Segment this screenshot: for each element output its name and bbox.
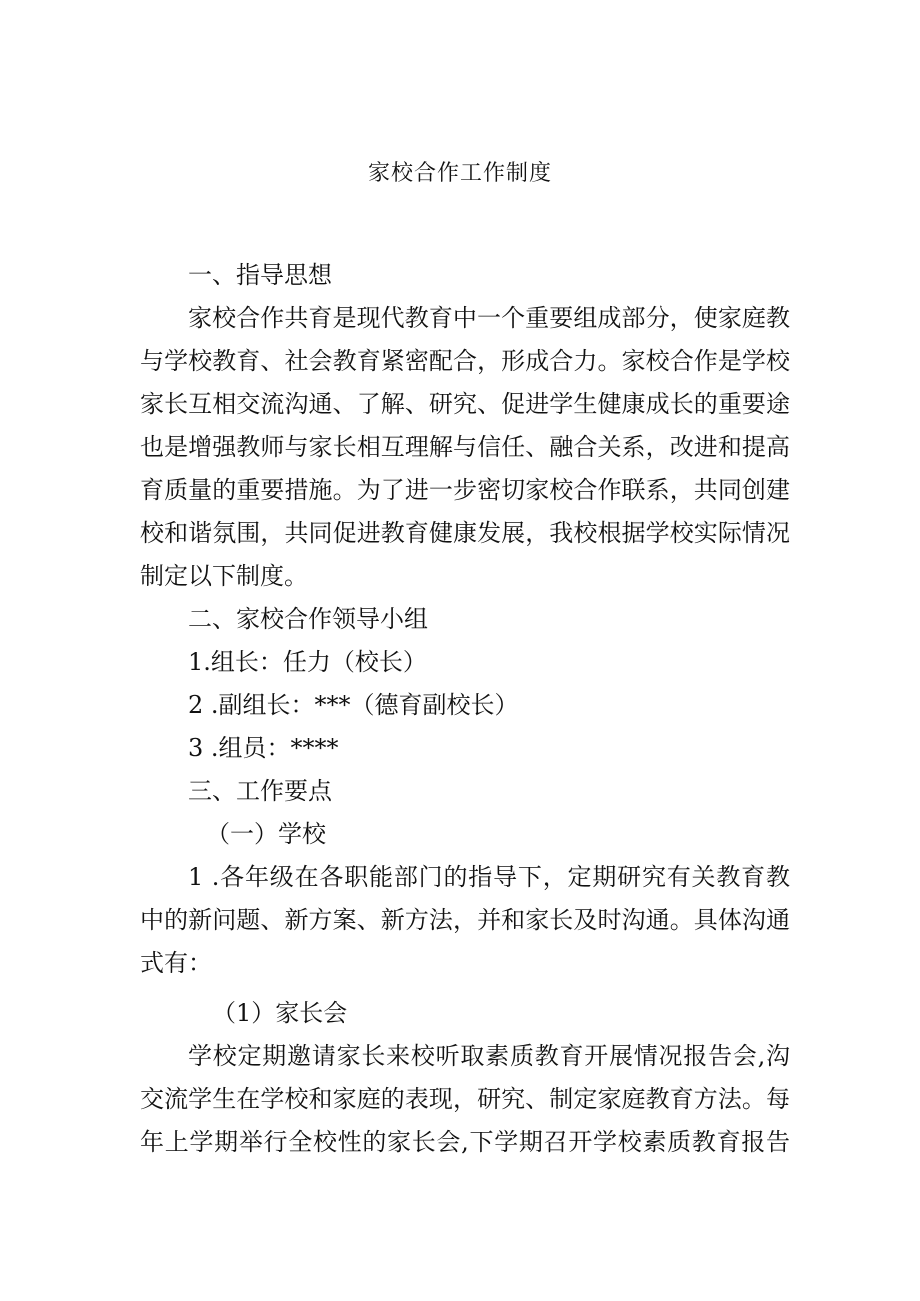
document-body [140, 254, 790, 1164]
paragraph-line: 也是增强教师与家长相互理解与信任、融合关系，改进和提高 [140, 433, 790, 461]
paragraph-line: 式有： [140, 949, 212, 977]
list-item-members: 3 .组员：**** [188, 734, 339, 762]
subsection-heading-school: （一）学校 [206, 820, 326, 848]
paragraph-line: 年上学期举行全校性的家长会,下学期召开学校素质教育报告 [140, 1128, 790, 1156]
paragraph-line: 家长互相交流沟通、了解、研究、促进学生健康成长的重要途 [140, 390, 790, 418]
paragraph-line: 学校定期邀请家长来校听取素质教育开展情况报告会,沟 [188, 1042, 790, 1070]
paragraph-line: 交流学生在学校和家庭的表现，研究、制定家庭教育方法。每 [140, 1085, 790, 1113]
list-item-group-leader: 1.组长：任力（校长） [188, 648, 427, 676]
paragraph-line: 中的新问题、新方案、新方法，并和家长及时沟通。具体沟通 [140, 906, 790, 934]
paragraph-line: 校和谐氛围，共同促进教育健康发展，我校根据学校实际情况 [140, 519, 790, 547]
paragraph-line: 育质量的重要措施。为了进一步密切家校合作联系，共同创建 [140, 476, 790, 504]
paragraph-line: 与学校教育、社会教育紧密配合，形成合力。家校合作是学校 [140, 347, 790, 375]
paragraph-line: 制定以下制度。 [140, 562, 308, 590]
document-title: 家校合作工作制度 [367, 161, 552, 186]
section-heading-leadership-group: 二、家校合作领导小组 [188, 605, 428, 633]
paragraph-line: 家校合作共育是现代教育中一个重要组成部分，使家庭教 [188, 304, 790, 332]
subsection-heading-parent-meeting: （1）家长会 [212, 999, 348, 1027]
list-item-deputy-leader: 2 .副组长：***（德育副校长） [188, 691, 519, 719]
section-heading-guiding-ideology: 一、指导思想 [188, 261, 332, 289]
paragraph-line: 1 .各年级在各职能部门的指导下，定期研究有关教育教 [188, 863, 790, 891]
section-heading-work-points: 三、工作要点 [188, 777, 332, 805]
